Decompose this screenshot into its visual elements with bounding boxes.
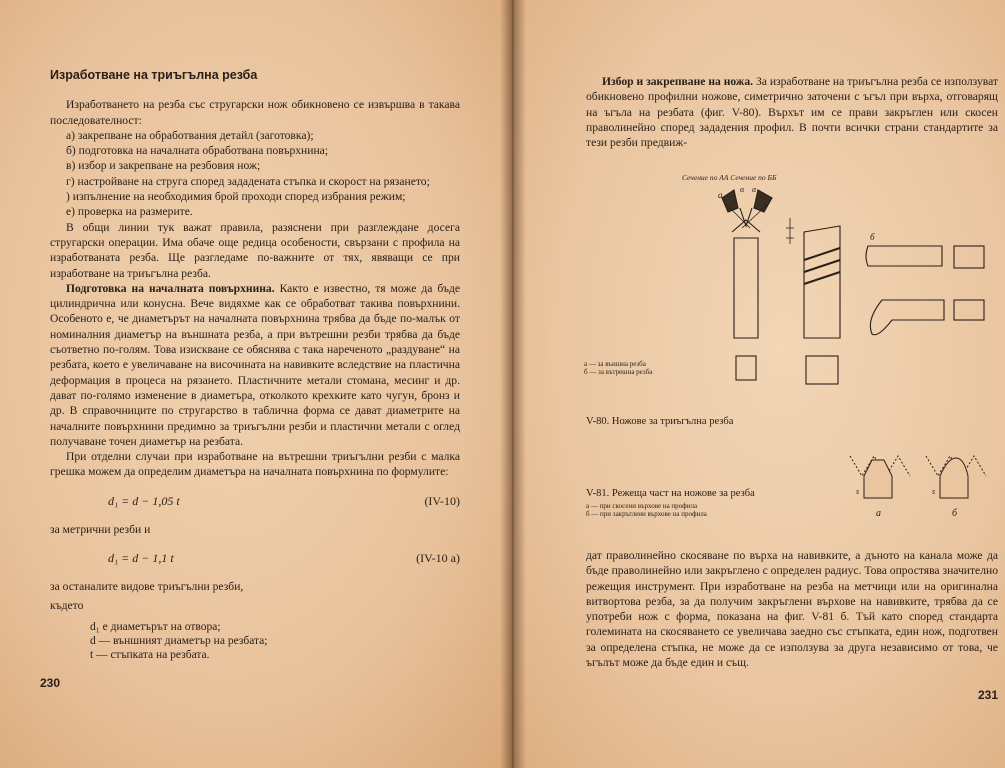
- intro-paragraph: Изработването на резба със стругарски нож обикновено се извършва в такава последователност:: [50, 98, 460, 127]
- paragraph-general: В общи линии тук важат правила, разяснени при разглеждане досега стругарски операции. Има обаче още редица особености, свързани с профила на изработваната резба. Ще разгледаме по-важните от тях, явяващи се при изработване на триъгълна резба.: [50, 220, 460, 280]
- formula-number: (IV-10): [424, 493, 460, 508]
- book-gutter: [500, 0, 526, 768]
- metric-note: за метрични резби и: [50, 522, 151, 536]
- fig81-label-b: б: [952, 508, 958, 519]
- step-f: е) проверка на размерите.: [66, 205, 193, 219]
- step-a: а) закрепване на обработвания детайл (заготовка);: [66, 128, 314, 142]
- fig80-label-alpha: α: [752, 185, 757, 194]
- formula-expression: d₁ = d − 1,05 t: [108, 493, 180, 508]
- fig81-label-s: s: [856, 487, 860, 496]
- step-c: в) избор и закрепване на резбовия нож;: [66, 159, 261, 173]
- step-d: г) настройване на струга според зададената стъпка и скорост на рязането;: [66, 174, 430, 188]
- figure-v81: [844, 446, 994, 520]
- tool-middle-drawing: [786, 218, 840, 384]
- section-title: Изработване на триъгълна резба: [50, 68, 258, 82]
- fig80-label-alpha: α: [740, 185, 745, 194]
- step-e: ) изпълнение на необходимия брой проходи според избрания режим;: [66, 190, 406, 204]
- preparation-heading: Подготовка на началната повърхнина.: [66, 281, 275, 295]
- formula-expression: d₁ = d − 1,1 t: [108, 551, 174, 566]
- fig80-section-heading: Сечение по АА Сечение по ББ: [682, 173, 777, 182]
- tool-right-drawing: [866, 246, 984, 335]
- other-threads-note: за останалите видове триъгълни резби,: [50, 580, 244, 594]
- knife-heading: Избор и закрепване на ножа.: [602, 75, 754, 88]
- formula-iv-10: [50, 490, 460, 516]
- figure-v80: [682, 168, 1002, 398]
- fig80-caption: V-80. Ножове за триъгълна резба: [586, 416, 734, 427]
- fig80-legend: [584, 360, 652, 376]
- legend-item: t — стъпката на резбата.: [90, 648, 210, 661]
- fig81-drawing: [850, 456, 986, 498]
- legend-item: d — външният диаметър на резбата;: [90, 634, 268, 647]
- where-word: където: [50, 599, 84, 613]
- tool-left-drawing: [722, 190, 772, 380]
- formula-iv-10a: [50, 547, 460, 573]
- knife-text: За изработване на триъгълна резба се използуват обикновено профилни ножове, симетрично заточени с ъгъл при върха, отговарящ на ъгъла на резбата (фиг. V-80). Върхът им се прави закръглен или скосен праволинейно според зададения профил. В почти всички страни стандартите за тези резби предвиж-: [586, 75, 998, 150]
- fig80-legend-item: б — за вътрешна резба: [584, 368, 653, 376]
- step-b: б) подготовка на началната обработвана повърхнина;: [66, 144, 329, 158]
- right-page: [512, 0, 1005, 768]
- paragraph-formulas-intro: При отделни случаи при изработване на вътрешни триъгълни резби с малка грешка можем да определим диаметъра на началната повърхнина по формулите:: [50, 450, 460, 479]
- fig81-legend-item: а — при скосени върхове на профила: [586, 502, 698, 510]
- formula-number: (IV-10 а): [416, 551, 460, 566]
- page-number-left: 230: [40, 676, 61, 690]
- fig81-caption: V-81. Режеща част на ножове за резба: [586, 488, 755, 499]
- fig81-label-s: s: [932, 487, 936, 496]
- page-number-right: 231: [978, 688, 999, 702]
- preparation-text: Както е известно, тя може да бъде цилиндрична или конусна. Вече видяхме как се обработват такива повърхнини. Особеното е, че диаметърът на началната повърхнина трябва да бъде по-малък от номиналния диаметър на външната резба, а при вътрешни резби трябва да бъде съответно по-голям. Това изискване се обяснява с така нареченото „раздуване“ на резбата, което е увеличаване на височината на навивките вследствие на пластична деформация в процеса на рязането. Пластичните метали стомана, месинг и др. дават по-голямо изменение в диаметъра, отколкото крехките като чугун, бронз и др. В справочниците по стругарство в таблична форма се дават диаметрите на началните повърхнини предимно за триъгълни резби и пластични метали с оглед получаване точен диаметър на резбата.: [50, 281, 460, 448]
- top-paragraph: [586, 74, 998, 150]
- fig80-label-a: а: [718, 190, 723, 200]
- fig81-label-a: а: [876, 508, 881, 519]
- fig80-label-b: б: [870, 232, 875, 242]
- fig81-legend: [586, 502, 707, 518]
- formula-legend: [90, 620, 460, 662]
- legend-item: d₁ е диаметърът на отвора;: [90, 620, 221, 633]
- paragraph-preparation: [50, 281, 460, 449]
- fig80-legend-item: а — за външна резба: [584, 360, 646, 368]
- left-page-content: [50, 68, 460, 662]
- fig81-legend-item: б — при закръглени върхове на профила: [586, 510, 707, 518]
- bottom-paragraph: дат праволинейно скосяване по върха на навивките, а дъното на канала може да бъде праволинейно или закръглено с определен радиус. Това опростява значително режещия инструмент. При изработване на резба на метчици или на оригинална витвортова резба, за да получим закръглени върхове на навивките, трябва да се употреби нож с форма, показана на фиг. V-81 б. Тъй като според стандарта големината на скосяването се увеличава заедно със стъпката, един нож, подготвен за определена стъпка, не може да се използува за друга независимо от това, че ъгълът може да бъде един и същ.: [586, 549, 998, 670]
